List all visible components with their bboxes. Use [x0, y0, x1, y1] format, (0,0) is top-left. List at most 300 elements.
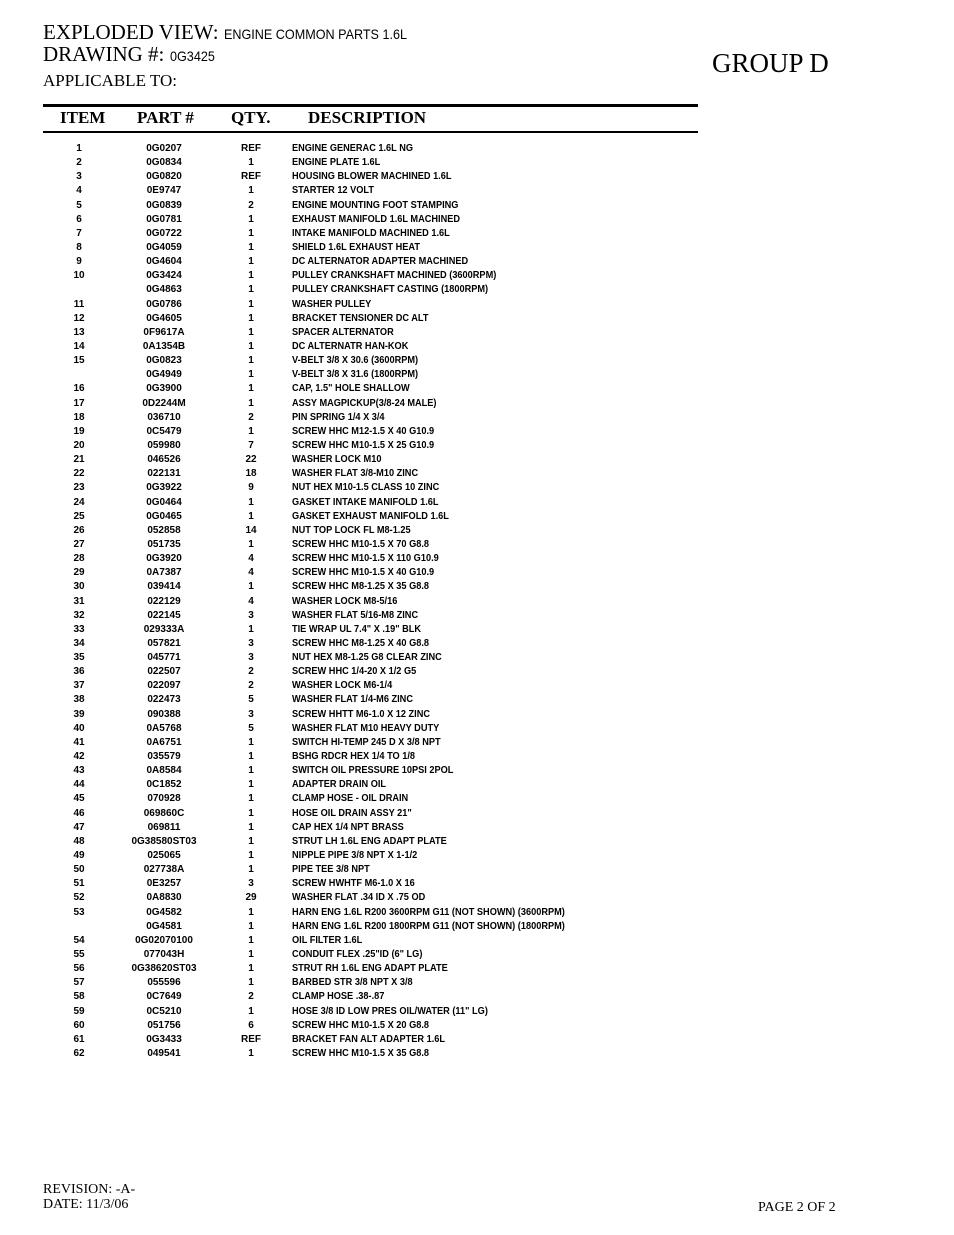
description-cell: OIL FILTER 1.6L	[292, 934, 363, 946]
part-number-cell: 0D2244M	[142, 397, 186, 409]
description-cell: STRUT RH 1.6L ENG ADAPT PLATE	[292, 963, 448, 975]
table-row	[0, 948, 700, 962]
part-number-cell: 0G3900	[146, 383, 182, 395]
description-cell: WASHER FLAT 1/4-M6 ZINC	[292, 694, 413, 706]
quantity-cell: 1	[248, 425, 254, 437]
table-row	[0, 227, 700, 241]
description-cell: WASHER FLAT 3/8-M10 ZINC	[292, 468, 419, 480]
table-row	[0, 467, 700, 481]
item-cell: 17	[73, 397, 85, 409]
quantity-cell: 5	[248, 694, 254, 706]
description-cell: SPACER ALTERNATOR	[292, 326, 394, 338]
quantity-cell: 1	[248, 793, 254, 805]
item-cell: 2	[76, 157, 82, 169]
item-cell: 40	[73, 722, 85, 734]
part-number-cell: 0G3922	[146, 482, 182, 494]
part-number-cell: 035579	[147, 751, 181, 763]
quantity-cell: 1	[248, 963, 254, 975]
quantity-cell: 14	[245, 524, 257, 536]
part-number-cell: 0F9617A	[143, 326, 185, 338]
item-cell: 9	[76, 256, 82, 268]
description-cell: NIPPLE PIPE 3/8 NPT X 1-1/2	[292, 850, 418, 862]
part-number-cell: 045771	[147, 652, 181, 664]
quantity-cell: 1	[248, 312, 254, 324]
table-row	[0, 170, 700, 184]
quantity-cell: 2	[248, 991, 254, 1003]
item-cell: 16	[73, 383, 85, 395]
table-row	[0, 283, 700, 297]
item-cell: 26	[73, 524, 85, 536]
quantity-cell: 1	[248, 821, 254, 833]
part-number-cell: 0G4059	[146, 241, 182, 253]
table-row	[0, 962, 700, 976]
description-cell: SWITCH OIL PRESSURE 10PSI 2POL	[292, 765, 454, 777]
description-cell: SCREW HHTT M6-1.0 X 12 ZINC	[292, 708, 431, 720]
description-cell: SCREW HHC M10-1.5 X 110 G10.9	[292, 553, 439, 565]
description-cell: HOSE OIL DRAIN ASSY 21"	[292, 807, 412, 819]
item-cell: 5	[76, 199, 82, 211]
part-number-cell: 036710	[147, 411, 181, 423]
table-row	[0, 976, 700, 990]
part-number-cell: 0A1354B	[142, 340, 186, 352]
item-cell: 15	[73, 355, 85, 367]
quantity-cell: 1	[248, 835, 254, 847]
part-number-cell: 0G4604	[146, 256, 182, 268]
group-label: GROUP D	[712, 48, 829, 78]
quantity-cell: 1	[248, 397, 254, 409]
table-row	[0, 778, 700, 792]
description-cell: CLAMP HOSE - OIL DRAIN	[292, 793, 409, 805]
quantity-cell: 29	[245, 892, 257, 904]
item-cell: 22	[73, 468, 85, 480]
part-number-cell: 027738A	[143, 864, 185, 876]
table-row	[0, 722, 700, 736]
table-row	[0, 693, 700, 707]
item-cell: 61	[73, 1033, 85, 1045]
part-number-cell: 055596	[147, 977, 181, 989]
item-cell: 39	[73, 708, 85, 720]
description-cell: GASKET INTAKE MANIFOLD 1.6L	[292, 496, 439, 508]
part-number-cell: 0G0834	[146, 157, 182, 169]
item-cell: 6	[76, 213, 82, 225]
table-row	[0, 566, 700, 580]
quantity-cell: 1	[248, 326, 254, 338]
table-row	[0, 651, 700, 665]
column-header-part-number: PART #	[137, 108, 194, 127]
item-cell: 11	[73, 298, 85, 310]
quantity-cell: 2	[248, 680, 254, 692]
column-header-quantity: QTY.	[231, 108, 271, 127]
description-cell: WASHER LOCK M8-5/16	[292, 595, 398, 607]
part-number-cell: 051735	[147, 538, 181, 550]
quantity-cell: 3	[248, 652, 254, 664]
part-number-cell: 0G3433	[146, 1033, 182, 1045]
table-row	[0, 708, 700, 722]
quantity-cell: 1	[248, 227, 254, 239]
quantity-cell: 1	[248, 779, 254, 791]
description-cell: V-BELT 3/8 X 31.6 (1800RPM)	[292, 369, 419, 381]
part-number-cell: 090388	[147, 708, 181, 720]
part-number-cell: 022131	[147, 468, 181, 480]
item-cell: 25	[73, 510, 85, 522]
item-cell: 56	[73, 963, 85, 975]
quantity-cell: 1	[248, 920, 254, 932]
item-cell: 13	[73, 326, 85, 338]
quantity-cell: 1	[248, 270, 254, 282]
description-cell: PIN SPRING 1/4 X 3/4	[292, 411, 385, 423]
table-row	[0, 764, 700, 778]
item-cell: 36	[73, 666, 85, 678]
drawing-value: 0G3425	[169, 48, 215, 64]
description-cell: CLAMP HOSE .38-.87	[292, 991, 385, 1003]
item-cell: 12	[73, 312, 85, 324]
item-cell: 43	[73, 765, 85, 777]
item-cell: 57	[73, 977, 85, 989]
item-cell: 33	[73, 623, 85, 635]
description-cell: SCREW HHC M10-1.5 X 40 G10.9	[292, 567, 435, 579]
part-number-cell: 069860C	[143, 807, 185, 819]
description-cell: DC ALTERNATOR ADAPTER MACHINED	[292, 256, 469, 268]
item-cell: 46	[73, 807, 85, 819]
item-cell: 51	[73, 878, 85, 890]
description-cell: ASSY MAGPICKUP(3/8-24 MALE)	[292, 397, 437, 409]
description-cell: BARBED STR 3/8 NPT X 3/8	[292, 977, 413, 989]
table-row	[0, 679, 700, 693]
item-cell: 50	[73, 864, 85, 876]
table-row	[0, 849, 700, 863]
title-label: EXPLODED VIEW:	[43, 20, 219, 44]
revision-label: REVISION:	[43, 1182, 113, 1197]
table-row	[0, 665, 700, 679]
drawing-label: DRAWING #:	[43, 42, 165, 66]
description-cell: HARN ENG 1.6L R200 1800RPM G11 (NOT SHOWN) (1800RPM)	[292, 920, 565, 932]
description-cell: ENGINE MOUNTING FOOT STAMPING	[292, 199, 459, 211]
item-cell: 23	[73, 482, 85, 494]
part-number-cell: 0G4949	[146, 369, 182, 381]
description-cell: INTAKE MANIFOLD MACHINED 1.6L	[292, 227, 450, 239]
description-cell: CAP, 1.5" HOLE SHALLOW	[292, 383, 410, 395]
quantity-cell: 3	[248, 609, 254, 621]
table-row	[0, 354, 700, 368]
part-number-cell: 057821	[147, 637, 181, 649]
item-cell: 20	[73, 439, 85, 451]
part-number-cell: 0G0207	[146, 143, 182, 154]
part-number-cell: 0G0464	[146, 496, 182, 508]
description-cell: SCREW HHC M8-1.25 X 35 G8.8	[292, 581, 430, 593]
part-number-cell: 0G0786	[146, 298, 182, 310]
description-cell: WASHER FLAT 5/16-M8 ZINC	[292, 609, 419, 621]
item-cell: 58	[73, 991, 85, 1003]
table-row	[0, 241, 700, 255]
applicable-to-label: APPLICABLE TO:	[43, 71, 177, 90]
description-cell: ADAPTER DRAIN OIL	[292, 779, 387, 791]
part-number-cell: 052858	[147, 524, 181, 536]
part-number-cell: 0C1852	[146, 779, 182, 791]
description-cell: NUT TOP LOCK FL M8-1.25	[292, 524, 411, 536]
part-number-cell: 0C5479	[146, 425, 182, 437]
quantity-cell: 1	[248, 340, 254, 352]
description-cell: BSHG RDCR HEX 1/4 TO 1/8	[292, 751, 416, 763]
item-cell: 27	[73, 538, 85, 550]
table-row	[0, 906, 700, 920]
part-number-cell: 039414	[147, 581, 181, 593]
part-number-cell: 0G02070100	[135, 934, 193, 946]
item-cell: 55	[73, 949, 85, 961]
table-row	[0, 411, 700, 425]
item-cell: 42	[73, 751, 85, 763]
table-row	[0, 990, 700, 1004]
part-number-cell: 0G0839	[146, 199, 182, 211]
table-row	[0, 340, 700, 354]
quantity-cell: 7	[248, 439, 254, 451]
quantity-cell: 4	[248, 553, 254, 565]
description-cell: HOSE 3/8 ID LOW PRES OIL/WATER (11" LG)	[292, 1005, 488, 1017]
table-row	[0, 736, 700, 750]
table-row	[0, 382, 700, 396]
description-cell: SCREW HHC M10-1.5 X 20 G8.8	[292, 1019, 430, 1031]
part-number-cell: 0A6751	[146, 736, 182, 748]
table-row	[0, 397, 700, 411]
quantity-cell: REF	[241, 1033, 261, 1045]
quantity-cell: 3	[248, 708, 254, 720]
table-row	[0, 298, 700, 312]
parts-table	[0, 142, 700, 1061]
quantity-cell: 1	[248, 581, 254, 593]
item-cell: 60	[73, 1019, 85, 1031]
item-cell: 19	[73, 425, 85, 437]
item-cell: 52	[73, 892, 85, 904]
quantity-cell: 6	[248, 1019, 254, 1031]
item-cell: 45	[73, 793, 85, 805]
table-row	[0, 877, 700, 891]
description-cell: SCREW HHC 1/4-20 X 1/2 G5	[292, 666, 417, 678]
item-cell: 41	[73, 736, 85, 748]
quantity-cell: 2	[248, 199, 254, 211]
description-cell: SCREW HHC M10-1.5 X 35 G8.8	[292, 1048, 430, 1059]
item-cell: 32	[73, 609, 85, 621]
item-cell: 7	[76, 227, 82, 239]
quantity-cell: 1	[248, 934, 254, 946]
date-line	[43, 1197, 128, 1213]
date-value: 11/3/06	[86, 1197, 129, 1212]
table-row	[0, 595, 700, 609]
quantity-cell: 2	[248, 666, 254, 678]
table-row	[0, 1005, 700, 1019]
item-cell: 31	[73, 595, 85, 607]
part-number-cell: 0G4605	[146, 312, 182, 324]
part-number-cell: 029333A	[143, 623, 185, 635]
description-cell: PULLEY CRANKSHAFT MACHINED (3600RPM)	[292, 270, 497, 282]
part-number-cell: 0C7649	[146, 991, 182, 1003]
description-cell: ENGINE PLATE 1.6L	[292, 157, 381, 169]
quantity-cell: 1	[248, 765, 254, 777]
description-cell: CONDUIT FLEX .25"ID (6" LG)	[292, 949, 423, 961]
part-number-cell: 0G38620ST03	[131, 963, 197, 975]
table-row	[0, 496, 700, 510]
quantity-cell: 1	[248, 807, 254, 819]
quantity-cell: 1	[248, 977, 254, 989]
quantity-cell: 1	[248, 736, 254, 748]
table-row	[0, 510, 700, 524]
table-row	[0, 142, 700, 156]
description-cell: HARN ENG 1.6L R200 3600RPM G11 (NOT SHOWN) (3600RPM)	[292, 906, 565, 918]
item-cell: 62	[73, 1048, 85, 1059]
item-cell: 44	[73, 779, 85, 791]
table-row	[0, 920, 700, 934]
revision-line	[43, 1182, 135, 1198]
item-cell: 10	[73, 270, 85, 282]
item-cell: 3	[76, 171, 82, 183]
part-number-cell: 022507	[147, 666, 181, 678]
page-number: PAGE 2 OF 2	[758, 1200, 836, 1215]
part-number-cell: 022145	[147, 609, 181, 621]
part-number-cell: 0G0465	[146, 510, 182, 522]
item-cell: 4	[76, 185, 82, 197]
item-cell: 49	[73, 850, 85, 862]
table-row	[0, 453, 700, 467]
description-cell: PIPE TEE 3/8 NPT	[292, 864, 370, 876]
quantity-cell: 1	[248, 1048, 254, 1059]
table-row	[0, 326, 700, 340]
table-row	[0, 524, 700, 538]
quantity-cell: 3	[248, 878, 254, 890]
table-row	[0, 213, 700, 227]
description-cell: NUT HEX M10-1.5 CLASS 10 ZINC	[292, 482, 440, 494]
quantity-cell: 3	[248, 637, 254, 649]
quantity-cell: 1	[248, 751, 254, 763]
item-cell: 54	[73, 934, 85, 946]
quantity-cell: 1	[248, 538, 254, 550]
table-row	[0, 891, 700, 905]
table-row	[0, 538, 700, 552]
table-row	[0, 255, 700, 269]
table-row	[0, 368, 700, 382]
item-cell: 1	[76, 143, 82, 154]
part-number-cell: 070928	[147, 793, 181, 805]
description-cell: WASHER FLAT .34 ID X .75 OD	[292, 892, 426, 904]
part-number-cell: 022473	[147, 694, 181, 706]
table-row	[0, 637, 700, 651]
part-number-cell: 0G0722	[146, 227, 182, 239]
description-cell: SCREW HHC M10-1.5 X 70 G8.8	[292, 538, 430, 550]
item-cell: 34	[73, 637, 85, 649]
table-row	[0, 807, 700, 821]
quantity-cell: REF	[241, 171, 261, 183]
table-row	[0, 1033, 700, 1047]
item-cell: 29	[73, 567, 85, 579]
table-row	[0, 821, 700, 835]
part-number-cell: 0G0823	[146, 355, 182, 367]
part-number-cell: 049541	[147, 1048, 181, 1059]
item-cell: 18	[73, 411, 85, 423]
item-cell: 48	[73, 835, 85, 847]
description-cell: WASHER LOCK M10	[292, 454, 382, 466]
column-header-item: ITEM	[60, 108, 106, 127]
description-cell: TIE WRAP UL 7.4" X .19" BLK	[292, 623, 422, 635]
description-cell: SHIELD 1.6L EXHAUST HEAT	[292, 241, 420, 253]
quantity-cell: 9	[248, 482, 254, 494]
description-cell: SWITCH HI-TEMP 245 D X 3/8 NPT	[292, 736, 441, 748]
quantity-cell: 1	[248, 850, 254, 862]
item-cell: 8	[76, 241, 82, 253]
quantity-cell: 4	[248, 595, 254, 607]
title-value: ENGINE COMMON PARTS 1.6L	[223, 26, 407, 42]
quantity-cell: 1	[248, 864, 254, 876]
part-number-cell: 0A7387	[146, 567, 182, 579]
item-cell: 14	[73, 340, 85, 352]
quantity-cell: 1	[248, 949, 254, 961]
item-cell: 24	[73, 496, 85, 508]
part-number-cell: 0G0820	[146, 171, 182, 183]
table-row	[0, 439, 700, 453]
table-row	[0, 156, 700, 170]
quantity-cell: 1	[248, 298, 254, 310]
description-cell: STRUT LH 1.6L ENG ADAPT PLATE	[292, 835, 447, 847]
table-row	[0, 609, 700, 623]
part-number-cell: 0G4581	[146, 920, 182, 932]
quantity-cell: 1	[248, 355, 254, 367]
part-number-cell: 0G3424	[146, 270, 182, 282]
description-cell: CAP HEX 1/4 NPT BRASS	[292, 821, 404, 833]
quantity-cell: 1	[248, 369, 254, 381]
description-cell: SCREW HWHTF M6-1.0 X 16	[292, 878, 415, 890]
item-cell: 35	[73, 652, 85, 664]
part-number-cell: 059980	[147, 439, 181, 451]
part-number-cell: 0A8830	[146, 892, 182, 904]
description-cell: WASHER LOCK M6-1/4	[292, 680, 393, 692]
table-row	[0, 184, 700, 198]
table-header-rule	[43, 131, 698, 133]
table-row	[0, 623, 700, 637]
quantity-cell: 1	[248, 906, 254, 918]
part-number-cell: 0A5768	[146, 722, 182, 734]
description-cell: GASKET EXHAUST MANIFOLD 1.6L	[292, 510, 449, 522]
part-number-cell: 0E3257	[146, 878, 182, 890]
item-cell: 47	[73, 821, 85, 833]
table-row	[0, 863, 700, 877]
part-number-cell: 0A8584	[146, 765, 182, 777]
description-cell: ENGINE GENERAC 1.6L NG	[292, 143, 413, 154]
part-number-cell: 046526	[147, 454, 181, 466]
part-number-cell: 0E9747	[146, 185, 182, 197]
part-number-cell: 0G4582	[146, 906, 182, 918]
quantity-cell: 18	[245, 468, 257, 480]
part-number-cell: 0C5210	[146, 1005, 182, 1017]
item-cell: 38	[73, 694, 85, 706]
table-row	[0, 552, 700, 566]
quantity-cell: 5	[248, 722, 254, 734]
part-number-cell: 051756	[147, 1019, 181, 1031]
part-number-cell: 0G4863	[146, 284, 182, 296]
description-cell: PULLEY CRANKSHAFT CASTING (1800RPM)	[292, 284, 489, 296]
table-row	[0, 1047, 700, 1061]
part-number-cell: 0G0781	[146, 213, 182, 225]
part-number-cell: 0G38580ST03	[131, 835, 197, 847]
table-row	[0, 1019, 700, 1033]
quantity-cell: 1	[248, 213, 254, 225]
description-cell: DC ALTERNATR HAN-KOK	[292, 340, 409, 352]
description-cell: BRACKET FAN ALT ADAPTER 1.6L	[292, 1033, 446, 1045]
quantity-cell: 2	[248, 411, 254, 423]
description-cell: BRACKET TENSIONER DC ALT	[292, 312, 429, 324]
quantity-cell: 1	[248, 496, 254, 508]
quantity-cell: 1	[248, 284, 254, 296]
description-cell: EXHAUST MANIFOLD 1.6L MACHINED	[292, 213, 461, 225]
quantity-cell: REF	[241, 143, 261, 154]
table-row	[0, 835, 700, 849]
quantity-cell: 1	[248, 623, 254, 635]
description-cell: SCREW HHC M10-1.5 X 25 G10.9	[292, 439, 435, 451]
